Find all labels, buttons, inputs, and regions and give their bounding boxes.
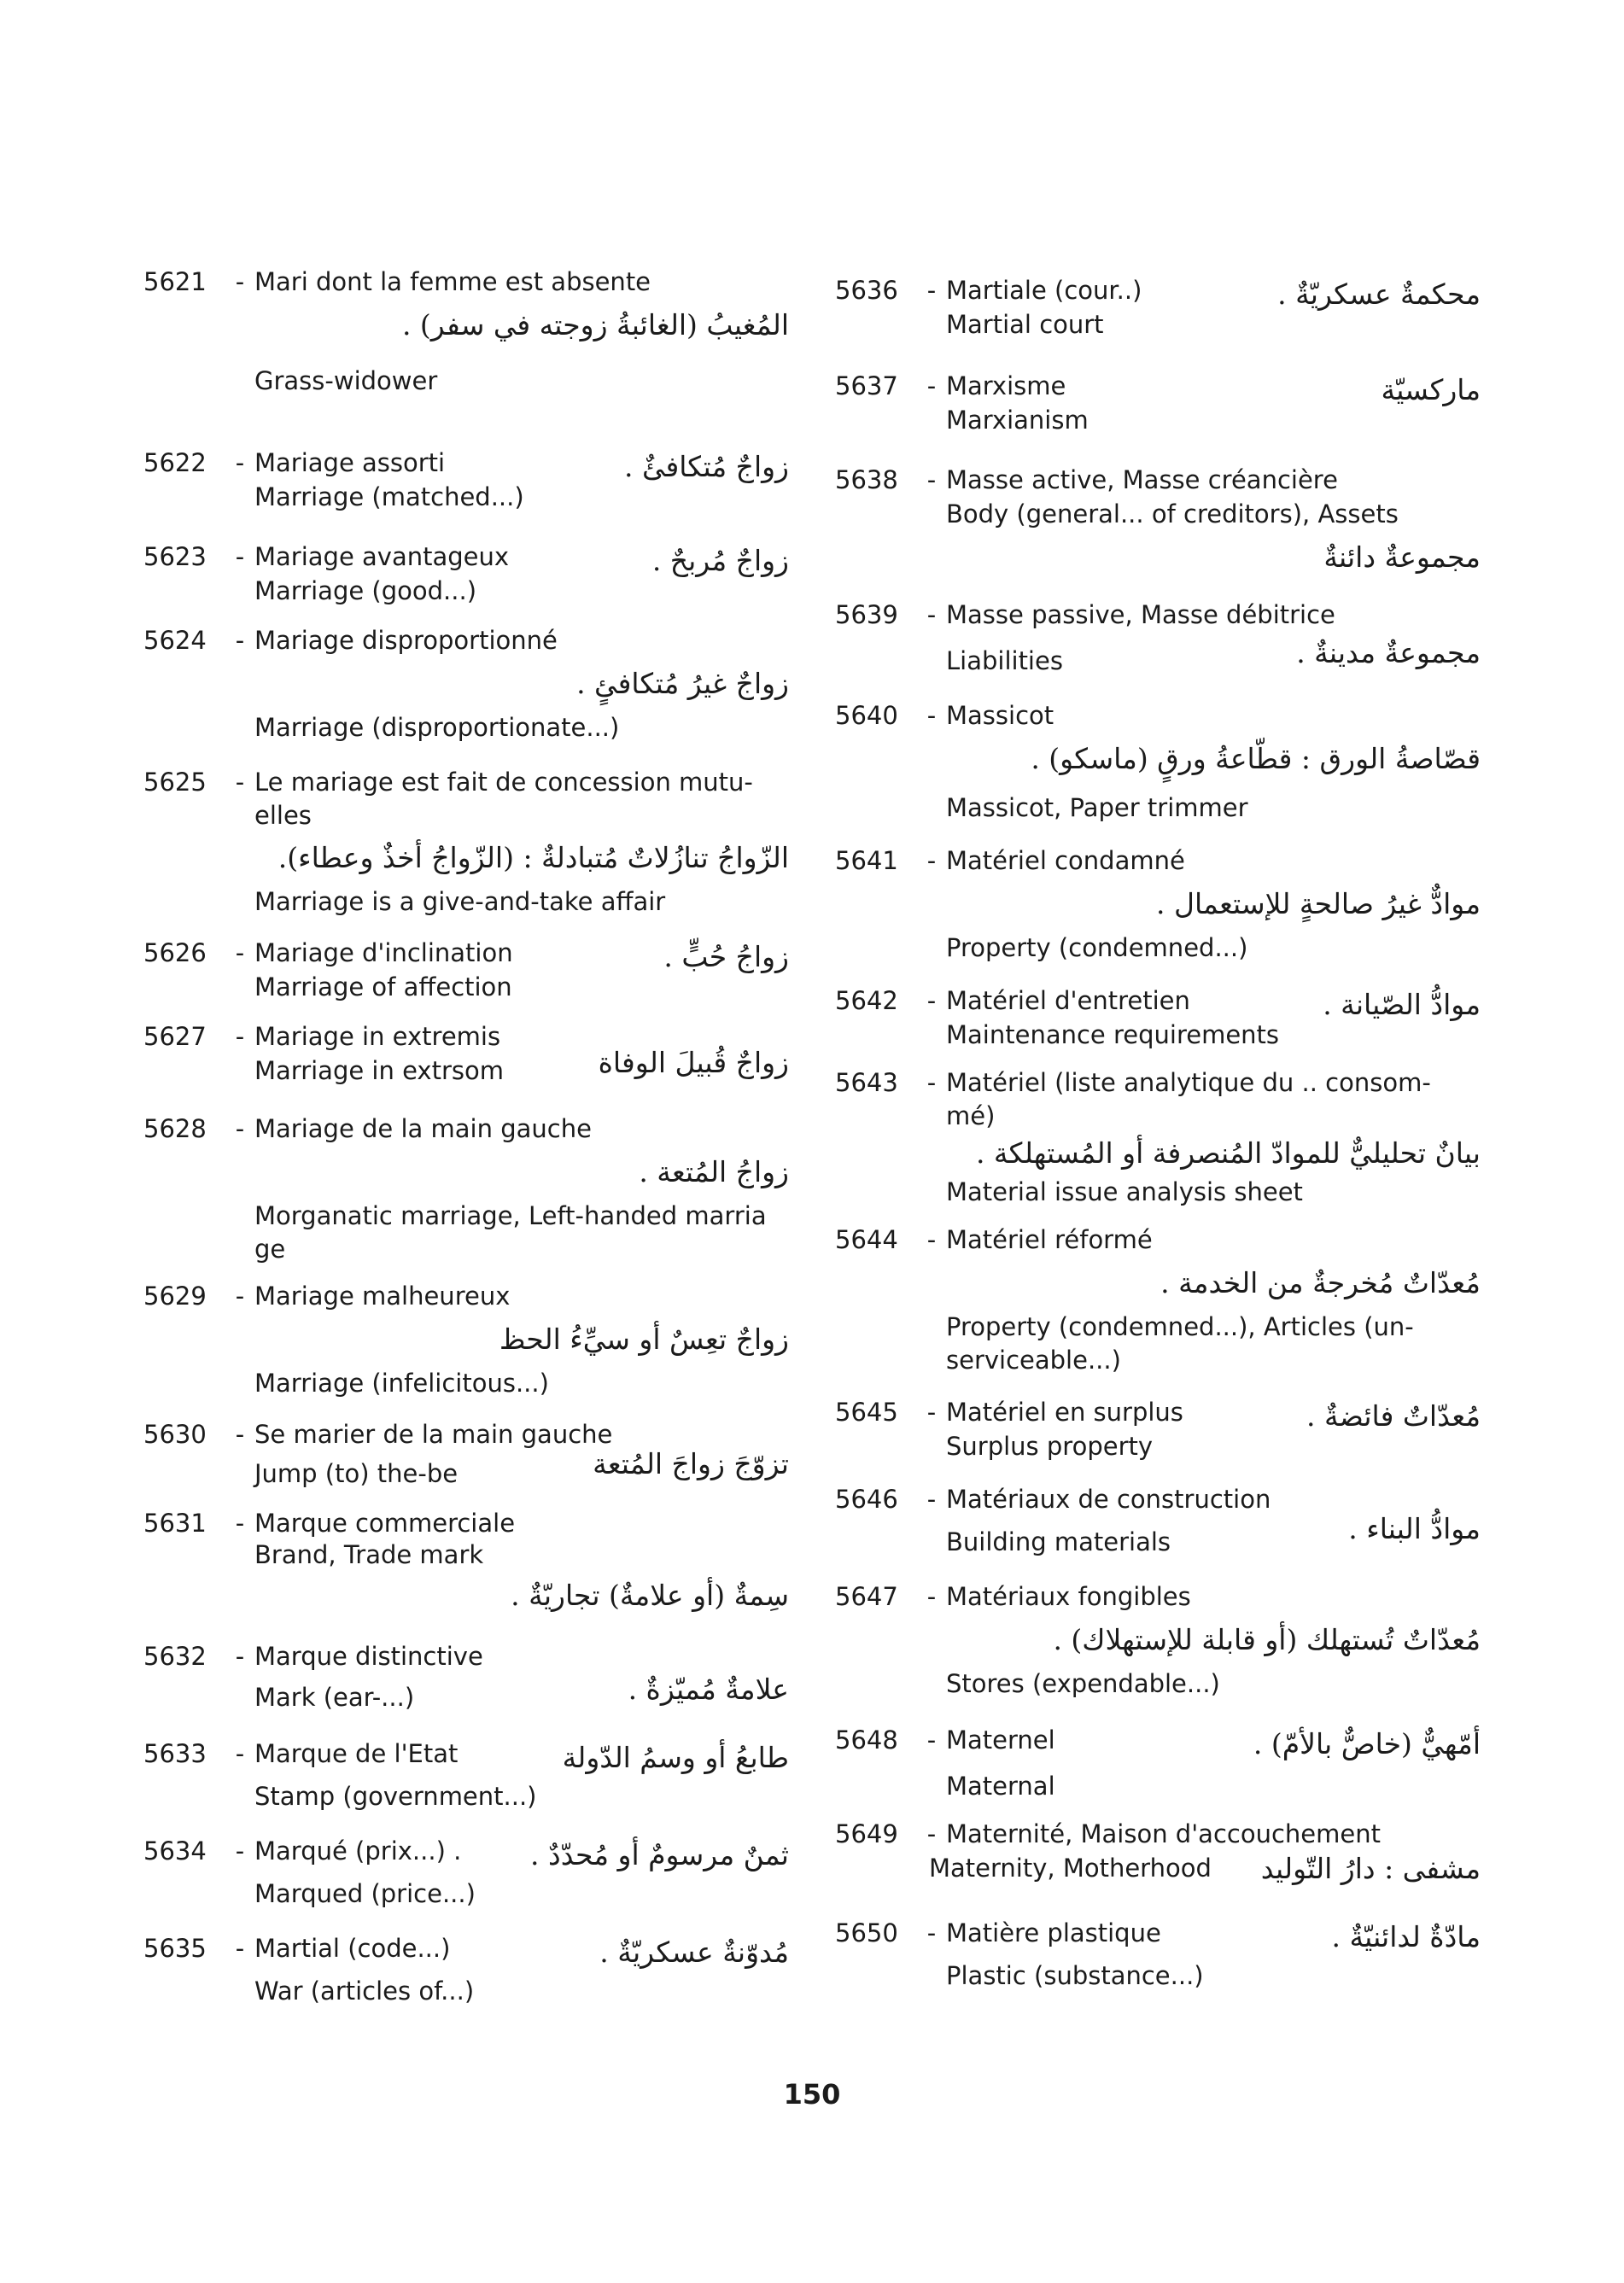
entry-number: 5634 bbox=[143, 1836, 207, 1866]
entry-number: 5650 bbox=[835, 1918, 898, 1947]
dash: - bbox=[235, 1420, 245, 1449]
entry-5628 bbox=[143, 1112, 792, 1279]
entry-5638 bbox=[835, 463, 1484, 598]
entry-5634 bbox=[143, 1834, 792, 1931]
french-term: Marque distinctive bbox=[254, 1642, 483, 1671]
arabic-term: زواجٌ غيرُ مُتكافئٍ . bbox=[576, 667, 789, 700]
entry-5629 bbox=[143, 1279, 792, 1417]
french-term: Mariage de la main gauche bbox=[254, 1114, 592, 1143]
arabic-term: ماركسيّة bbox=[1381, 373, 1481, 406]
entry-5650 bbox=[835, 1916, 1484, 2001]
right-column bbox=[835, 273, 1484, 2001]
arabic-term: مُعدّاتٌ مُخرجةٌ من الخدمة . bbox=[1160, 1266, 1481, 1299]
english-term: Marriage is a give-and-take affair bbox=[254, 887, 666, 916]
entry-number: 5633 bbox=[143, 1739, 207, 1768]
arabic-term: مشفى : دارُ التّوليد bbox=[1260, 1852, 1481, 1885]
english-term: Stores (expendable...) bbox=[946, 1669, 1220, 1698]
arabic-term: مُعدّاتٌ تُستهلك (أو قابلة للإستهلاك) . bbox=[1053, 1623, 1481, 1656]
english-term: Maintenance requirements bbox=[946, 1020, 1280, 1049]
english-term-continuation: serviceable...) bbox=[946, 1346, 1121, 1375]
entry-number: 5629 bbox=[143, 1282, 207, 1311]
english-term: Property (condemned...), Articles (un- bbox=[946, 1312, 1414, 1341]
french-term: Matériel condamné bbox=[946, 846, 1185, 875]
arabic-term: زواجٌ تعِسٌ أو سيِّءُ الحظ bbox=[499, 1323, 789, 1356]
english-term: Grass-widower bbox=[254, 366, 438, 395]
entry-number: 5622 bbox=[143, 448, 207, 477]
dash: - bbox=[235, 1934, 245, 1963]
entry-5646 bbox=[835, 1482, 1484, 1579]
english-term: Martial court bbox=[946, 310, 1104, 339]
dash: - bbox=[926, 846, 937, 875]
dash: - bbox=[926, 465, 937, 494]
arabic-term: مُدوّنةٌ عسكريّةٌ . bbox=[599, 1936, 789, 1969]
entry-5626 bbox=[143, 936, 792, 1019]
english-term: Property (condemned...) bbox=[946, 933, 1248, 962]
entry-number: 5648 bbox=[835, 1725, 898, 1755]
french-term: Mariage d'inclination bbox=[254, 938, 513, 967]
french-term: Maternité, Maison d'accouchement bbox=[946, 1819, 1381, 1848]
dash: - bbox=[926, 701, 937, 730]
entry-number: 5625 bbox=[143, 768, 207, 797]
english-term: Maternal bbox=[946, 1772, 1055, 1801]
french-term-continuation: elles bbox=[254, 801, 312, 830]
dash: - bbox=[235, 448, 245, 477]
dash: - bbox=[235, 938, 245, 967]
french-term: Mariage disproportionné bbox=[254, 626, 558, 655]
arabic-term: بيانٌ تحليليٌّ للموادّ المُنصرفة أو المُستهلكة . bbox=[975, 1136, 1481, 1170]
entry-5632 bbox=[143, 1639, 792, 1737]
entry-5636 bbox=[835, 273, 1484, 369]
dash: - bbox=[926, 1225, 937, 1254]
english-term: Marriage in extrsom bbox=[254, 1056, 504, 1085]
english-term: Mark (ear-...) bbox=[254, 1683, 415, 1712]
dash: - bbox=[235, 1509, 245, 1538]
english-term: War (articles of...) bbox=[254, 1976, 475, 2006]
dash: - bbox=[235, 267, 245, 296]
entry-number: 5624 bbox=[143, 626, 207, 655]
french-term: Mariage assorti bbox=[254, 448, 446, 477]
dash: - bbox=[235, 1022, 245, 1051]
english-term: Surplus property bbox=[946, 1432, 1154, 1461]
english-term-continuation: ge bbox=[254, 1235, 286, 1264]
entry-number: 5639 bbox=[835, 600, 898, 629]
entry-number: 5641 bbox=[835, 846, 898, 875]
french-term: Le mariage est fait de concession mutu- bbox=[254, 768, 753, 797]
english-term: Massicot, Paper trimmer bbox=[946, 793, 1248, 822]
english-term: Marriage of affection bbox=[254, 972, 512, 1001]
dash: - bbox=[235, 1739, 245, 1768]
dash: - bbox=[926, 1918, 937, 1947]
english-term: Morganatic marriage, Left-handed marria bbox=[254, 1201, 767, 1230]
entry-number: 5626 bbox=[143, 938, 207, 967]
entry-number: 5640 bbox=[835, 701, 898, 730]
dash: - bbox=[235, 1642, 245, 1671]
english-term: Body (general... of creditors), Assets bbox=[946, 499, 1399, 528]
dash: - bbox=[926, 986, 937, 1015]
arabic-term: مجموعةٌ مدينةٌ . bbox=[1296, 636, 1481, 669]
entry-number: 5647 bbox=[835, 1582, 898, 1611]
english-term: Material issue analysis sheet bbox=[946, 1177, 1303, 1206]
dash: - bbox=[235, 1282, 245, 1311]
arabic-term: زواجٌ مُتكافئٌ . bbox=[623, 450, 789, 483]
entry-number: 5621 bbox=[143, 267, 207, 296]
entry-number: 5632 bbox=[143, 1642, 207, 1671]
english-term: Marriage (matched...) bbox=[254, 482, 524, 511]
arabic-term: المُغيبُ (الغائبةُ زوجته في سفر) . bbox=[401, 308, 789, 342]
entry-5633 bbox=[143, 1737, 792, 1834]
dash: - bbox=[926, 600, 937, 629]
english-term: Marriage (good...) bbox=[254, 576, 477, 605]
french-term: Masse active, Masse créancière bbox=[946, 465, 1338, 494]
dash: - bbox=[235, 1836, 245, 1866]
french-term: Mariage in extremis bbox=[254, 1022, 501, 1051]
dash: - bbox=[926, 1398, 937, 1427]
entry-5623 bbox=[143, 540, 792, 623]
entry-5627 bbox=[143, 1019, 792, 1112]
french-term: Marque commerciale bbox=[254, 1509, 516, 1538]
arabic-term: مجموعةٌ دائنةٌ bbox=[1323, 540, 1481, 574]
arabic-term: ثمنٌ مرسومٌ أو مُحدّدٌ . bbox=[530, 1838, 789, 1871]
arabic-term: موادُّ الصّيانة . bbox=[1323, 988, 1481, 1021]
entry-5647 bbox=[835, 1579, 1484, 1723]
french-term: Mariage malheureux bbox=[254, 1282, 511, 1311]
english-term: Marriage (disproportionate...) bbox=[254, 713, 620, 742]
entry-5643 bbox=[835, 1066, 1484, 1223]
arabic-term: تزوّجَ زواجَ المُتعة bbox=[593, 1447, 789, 1480]
entry-number: 5627 bbox=[143, 1022, 207, 1051]
dash: - bbox=[926, 1068, 937, 1097]
entry-5635 bbox=[143, 1931, 792, 2017]
entry-number: 5636 bbox=[835, 276, 898, 305]
entry-number: 5638 bbox=[835, 465, 898, 494]
arabic-term: محكمةٌ عسكريّةٌ . bbox=[1277, 277, 1481, 311]
english-term: Marriage (infelicitous...) bbox=[254, 1369, 549, 1398]
entry-5624 bbox=[143, 623, 792, 765]
entry-5631 bbox=[143, 1506, 792, 1639]
arabic-term: علامةٌ مُميّزةٌ . bbox=[628, 1673, 789, 1706]
dash: - bbox=[926, 1725, 937, 1755]
arabic-term: زواجٌ مُربحٌ . bbox=[651, 544, 789, 577]
french-term: Maternel bbox=[946, 1725, 1055, 1755]
french-term: Mari dont la femme est absente bbox=[254, 267, 651, 296]
french-term: Marque de l'Etat bbox=[254, 1739, 459, 1768]
english-term: Building materials bbox=[946, 1527, 1171, 1556]
arabic-term: مادّةٌ لدائنيّةٌ . bbox=[1331, 1920, 1481, 1953]
entry-5649 bbox=[835, 1817, 1484, 1916]
english-term: Marqued (price...) bbox=[254, 1879, 476, 1908]
arabic-term: موادٌّ غيرُ صالحةٍ للإستعمال . bbox=[1156, 887, 1481, 920]
arabic-term: أمّهيٌّ (خاصٌّ بالأمّ) . bbox=[1253, 1727, 1481, 1760]
french-term: Martiale (cour..) bbox=[946, 276, 1142, 305]
entry-5640 bbox=[835, 698, 1484, 844]
entry-number: 5646 bbox=[835, 1485, 898, 1514]
dash: - bbox=[926, 1819, 937, 1848]
dash: - bbox=[926, 276, 937, 305]
entry-number: 5637 bbox=[835, 371, 898, 400]
dash: - bbox=[235, 542, 245, 571]
french-term: Matériaux de construction bbox=[946, 1485, 1271, 1514]
french-term: Se marier de la main gauche bbox=[254, 1420, 613, 1449]
arabic-term: طابعُ أو وسمُ الدّولة bbox=[562, 1741, 789, 1774]
arabic-term: زواجُ المُتعة . bbox=[639, 1155, 789, 1188]
french-term: Matériel en surplus bbox=[946, 1398, 1183, 1427]
arabic-term: زواجٌ قُبيلَ الوفاة bbox=[598, 1046, 789, 1079]
entry-number: 5642 bbox=[835, 986, 898, 1015]
left-column bbox=[143, 265, 792, 2017]
french-term-continuation: mé) bbox=[946, 1101, 996, 1130]
entry-number: 5631 bbox=[143, 1509, 207, 1538]
english-term: Plastic (substance...) bbox=[946, 1961, 1204, 1990]
dash: - bbox=[926, 1582, 937, 1611]
page-number: 150 bbox=[783, 2078, 841, 2111]
arabic-term: موادُّ البناء . bbox=[1348, 1512, 1481, 1545]
entry-5645 bbox=[835, 1395, 1484, 1482]
entry-number: 5645 bbox=[835, 1398, 898, 1427]
english-term: Stamp (government...) bbox=[254, 1782, 537, 1811]
entry-5642 bbox=[835, 984, 1484, 1066]
entry-number: 5630 bbox=[143, 1420, 207, 1449]
french-term: Matériel (liste analytique du .. consom- bbox=[946, 1068, 1431, 1097]
english-term: Jump (to) the-be bbox=[254, 1459, 459, 1488]
french-term: Marxisme bbox=[946, 371, 1066, 400]
french-term: Massicot bbox=[946, 701, 1054, 730]
entry-5648 bbox=[835, 1723, 1484, 1817]
dash: - bbox=[235, 768, 245, 797]
entry-5622 bbox=[143, 446, 792, 540]
english-term: Brand, Trade mark bbox=[254, 1540, 484, 1569]
french-term: Matériel réformé bbox=[946, 1225, 1153, 1254]
entry-number: 5623 bbox=[143, 542, 207, 571]
arabic-term: الزّواجُ تنازُلاتٌ مُتبادلةٌ : (الزّواجُ أخذٌ وعطاء). bbox=[277, 841, 789, 874]
dash: - bbox=[926, 1485, 937, 1514]
french-term: Martial (code...) bbox=[254, 1934, 451, 1963]
french-term: Matière plastique bbox=[946, 1918, 1161, 1947]
entry-5639 bbox=[835, 598, 1484, 698]
french-term: Marqué (prix...) . bbox=[254, 1836, 462, 1866]
entry-number: 5644 bbox=[835, 1225, 898, 1254]
entry-5625 bbox=[143, 765, 792, 936]
entry-number: 5635 bbox=[143, 1934, 207, 1963]
arabic-term: مُعدّاتٌ فائضةٌ . bbox=[1306, 1399, 1481, 1433]
french-term: Matériaux fongibles bbox=[946, 1582, 1191, 1611]
entry-5630 bbox=[143, 1417, 792, 1506]
arabic-term: قصّاصةُ الورق : قطّاعةُ ورقٍ (ماسكو) . bbox=[1031, 742, 1481, 775]
entry-number: 5649 bbox=[835, 1819, 898, 1848]
arabic-term: زواجُ حُبٍّ . bbox=[663, 940, 789, 973]
dash: - bbox=[926, 371, 937, 400]
english-term: Maternity, Motherhood bbox=[929, 1854, 1212, 1883]
entry-number: 5643 bbox=[835, 1068, 898, 1097]
french-term: Matériel d'entretien bbox=[946, 986, 1190, 1015]
entry-5637 bbox=[835, 369, 1484, 463]
dash: - bbox=[235, 626, 245, 655]
entry-5641 bbox=[835, 844, 1484, 984]
english-term: Liabilities bbox=[946, 646, 1063, 675]
french-term: Masse passive, Masse débitrice bbox=[946, 600, 1335, 629]
dash: - bbox=[235, 1114, 245, 1143]
entry-number: 5628 bbox=[143, 1114, 207, 1143]
entry-5621 bbox=[143, 265, 792, 446]
entry-5644 bbox=[835, 1223, 1484, 1395]
arabic-term: سِمةٌ (أو علامةٌ) تجاريّةٌ . bbox=[511, 1579, 789, 1612]
french-term: Mariage avantageux bbox=[254, 542, 510, 571]
english-term: Marxianism bbox=[946, 406, 1089, 435]
